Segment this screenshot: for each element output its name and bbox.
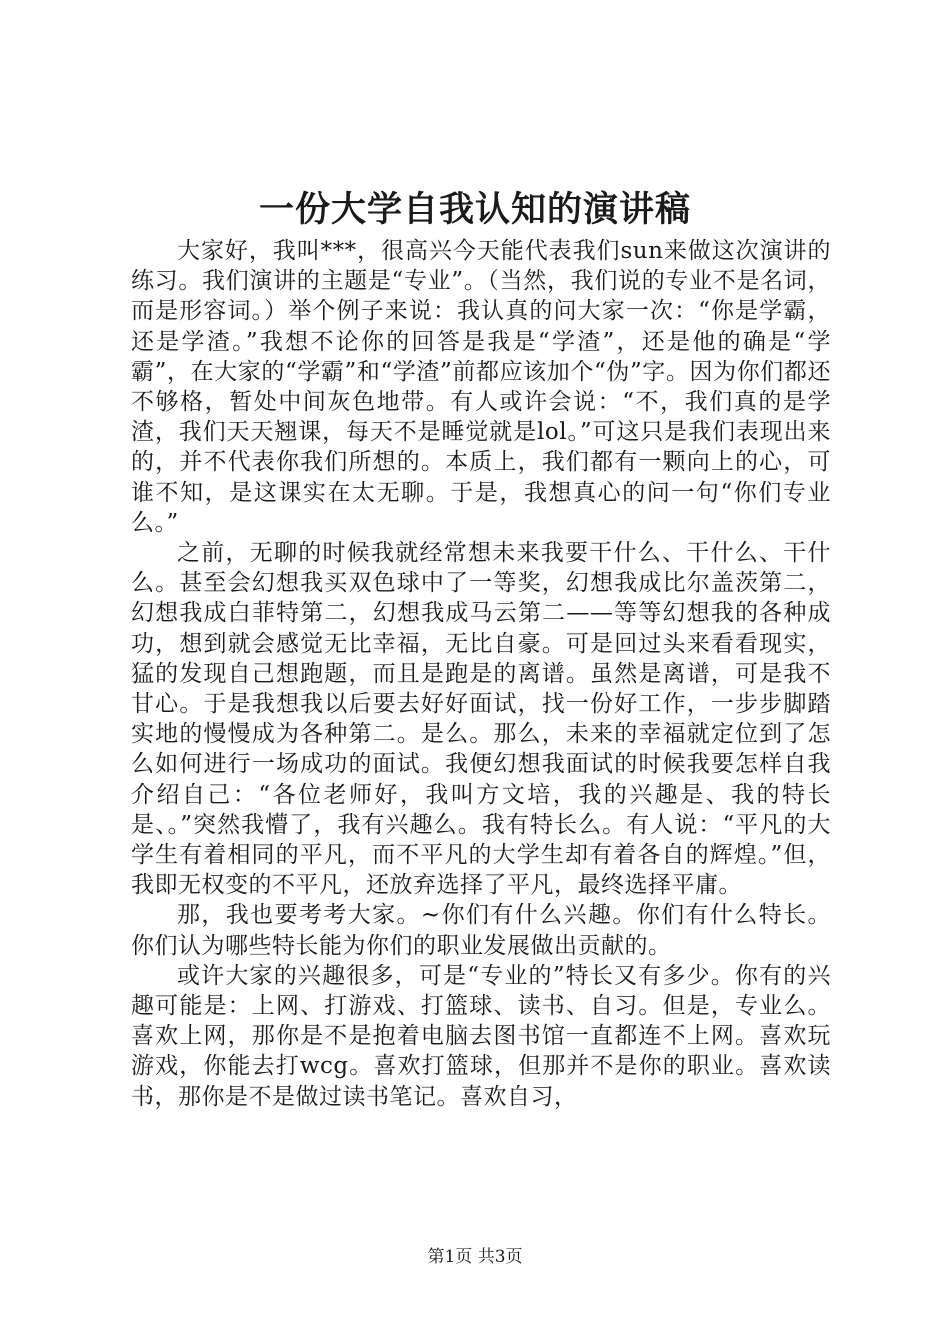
document-title: 一份大学自我认知的演讲稿 <box>258 189 691 230</box>
paragraph: 大家好，我叫***，很高兴今天能代表我们sun来做这次演讲的练习。我们演讲的主题是“专业”。（当然，我们说的专业不是名词，而是形容词。）举个例子来说：我认真的问大家一次：“你是学霸，还是学渣。”我想不论你的回答是我是“学渣”，还是他的确是“学霸”，在大家的“学霸”和“学渣”前都应该加个“伪”字。因为你们都还不够格，暂处中间灰色地带。有人或许会说：“不，我们真的是学渣，我们天天翘课，每天不是睡觉就是lol。”可这只是我们表现出来的，并不代表你我们所想的。本质上，我们都有一颗向上的心，可谁不知，是这课实在太无聊。于是，我想真心的问一句“你们专业么。” <box>131 238 831 536</box>
paragraph: 那，我也要考考大家。~你们有什么兴趣。你们有什么特长。你们认为哪些特长能为你们的职业发展做出贡献的。 <box>131 902 831 959</box>
page-number-footer: 第1页 共3页 <box>427 1247 523 1267</box>
document-body <box>131 236 831 1112</box>
paragraph: 之前，无聊的时候我就经常想未来我要干什么、干什么、干什么。甚至会幻想我买双色球中了一等奖，幻想我成比尔盖茨第二，幻想我成白菲特第二，幻想我成马云第二——等等幻想我的各种成功，想到就会感觉无比幸福，无比自豪。可是回过头来看看现实，猛的发现自己想跑题，而且是跑是的离谱。虽然是离谱，可是我不甘心。于是我想我以后要去好好面试，找一份好工作，一步步脚踏实地的慢慢成为各种第二。是么。那么，未来的幸福就定位到了怎么如何进行一场成功的面试。我便幻想我面试的时候我要怎样自我介绍自己：“各位老师好，我叫方文培，我的兴趣是、我的特长是、。”突然我懵了，我有兴趣么。我有特长么。有人说：“平凡的大学生有着相同的平凡，而不平凡的大学生却有着各自的辉煌。”但，我即无权变的不平凡，还放弃选择了平凡，最终选择平庸。 <box>131 540 831 899</box>
paragraph: 或许大家的兴趣很多，可是“专业的”特长又有多少。你有的兴趣可能是：上网、打游戏、打篮球、读书、自习。但是，专业么。喜欢上网，那你是不是抱着电脑去图书馆一直都连不上网。喜欢玩游戏，你能去打wcg。喜欢打篮球，但那并不是你的职业。喜欢读书，那你是不是做过读书笔记。喜欢自习， <box>131 962 831 1110</box>
